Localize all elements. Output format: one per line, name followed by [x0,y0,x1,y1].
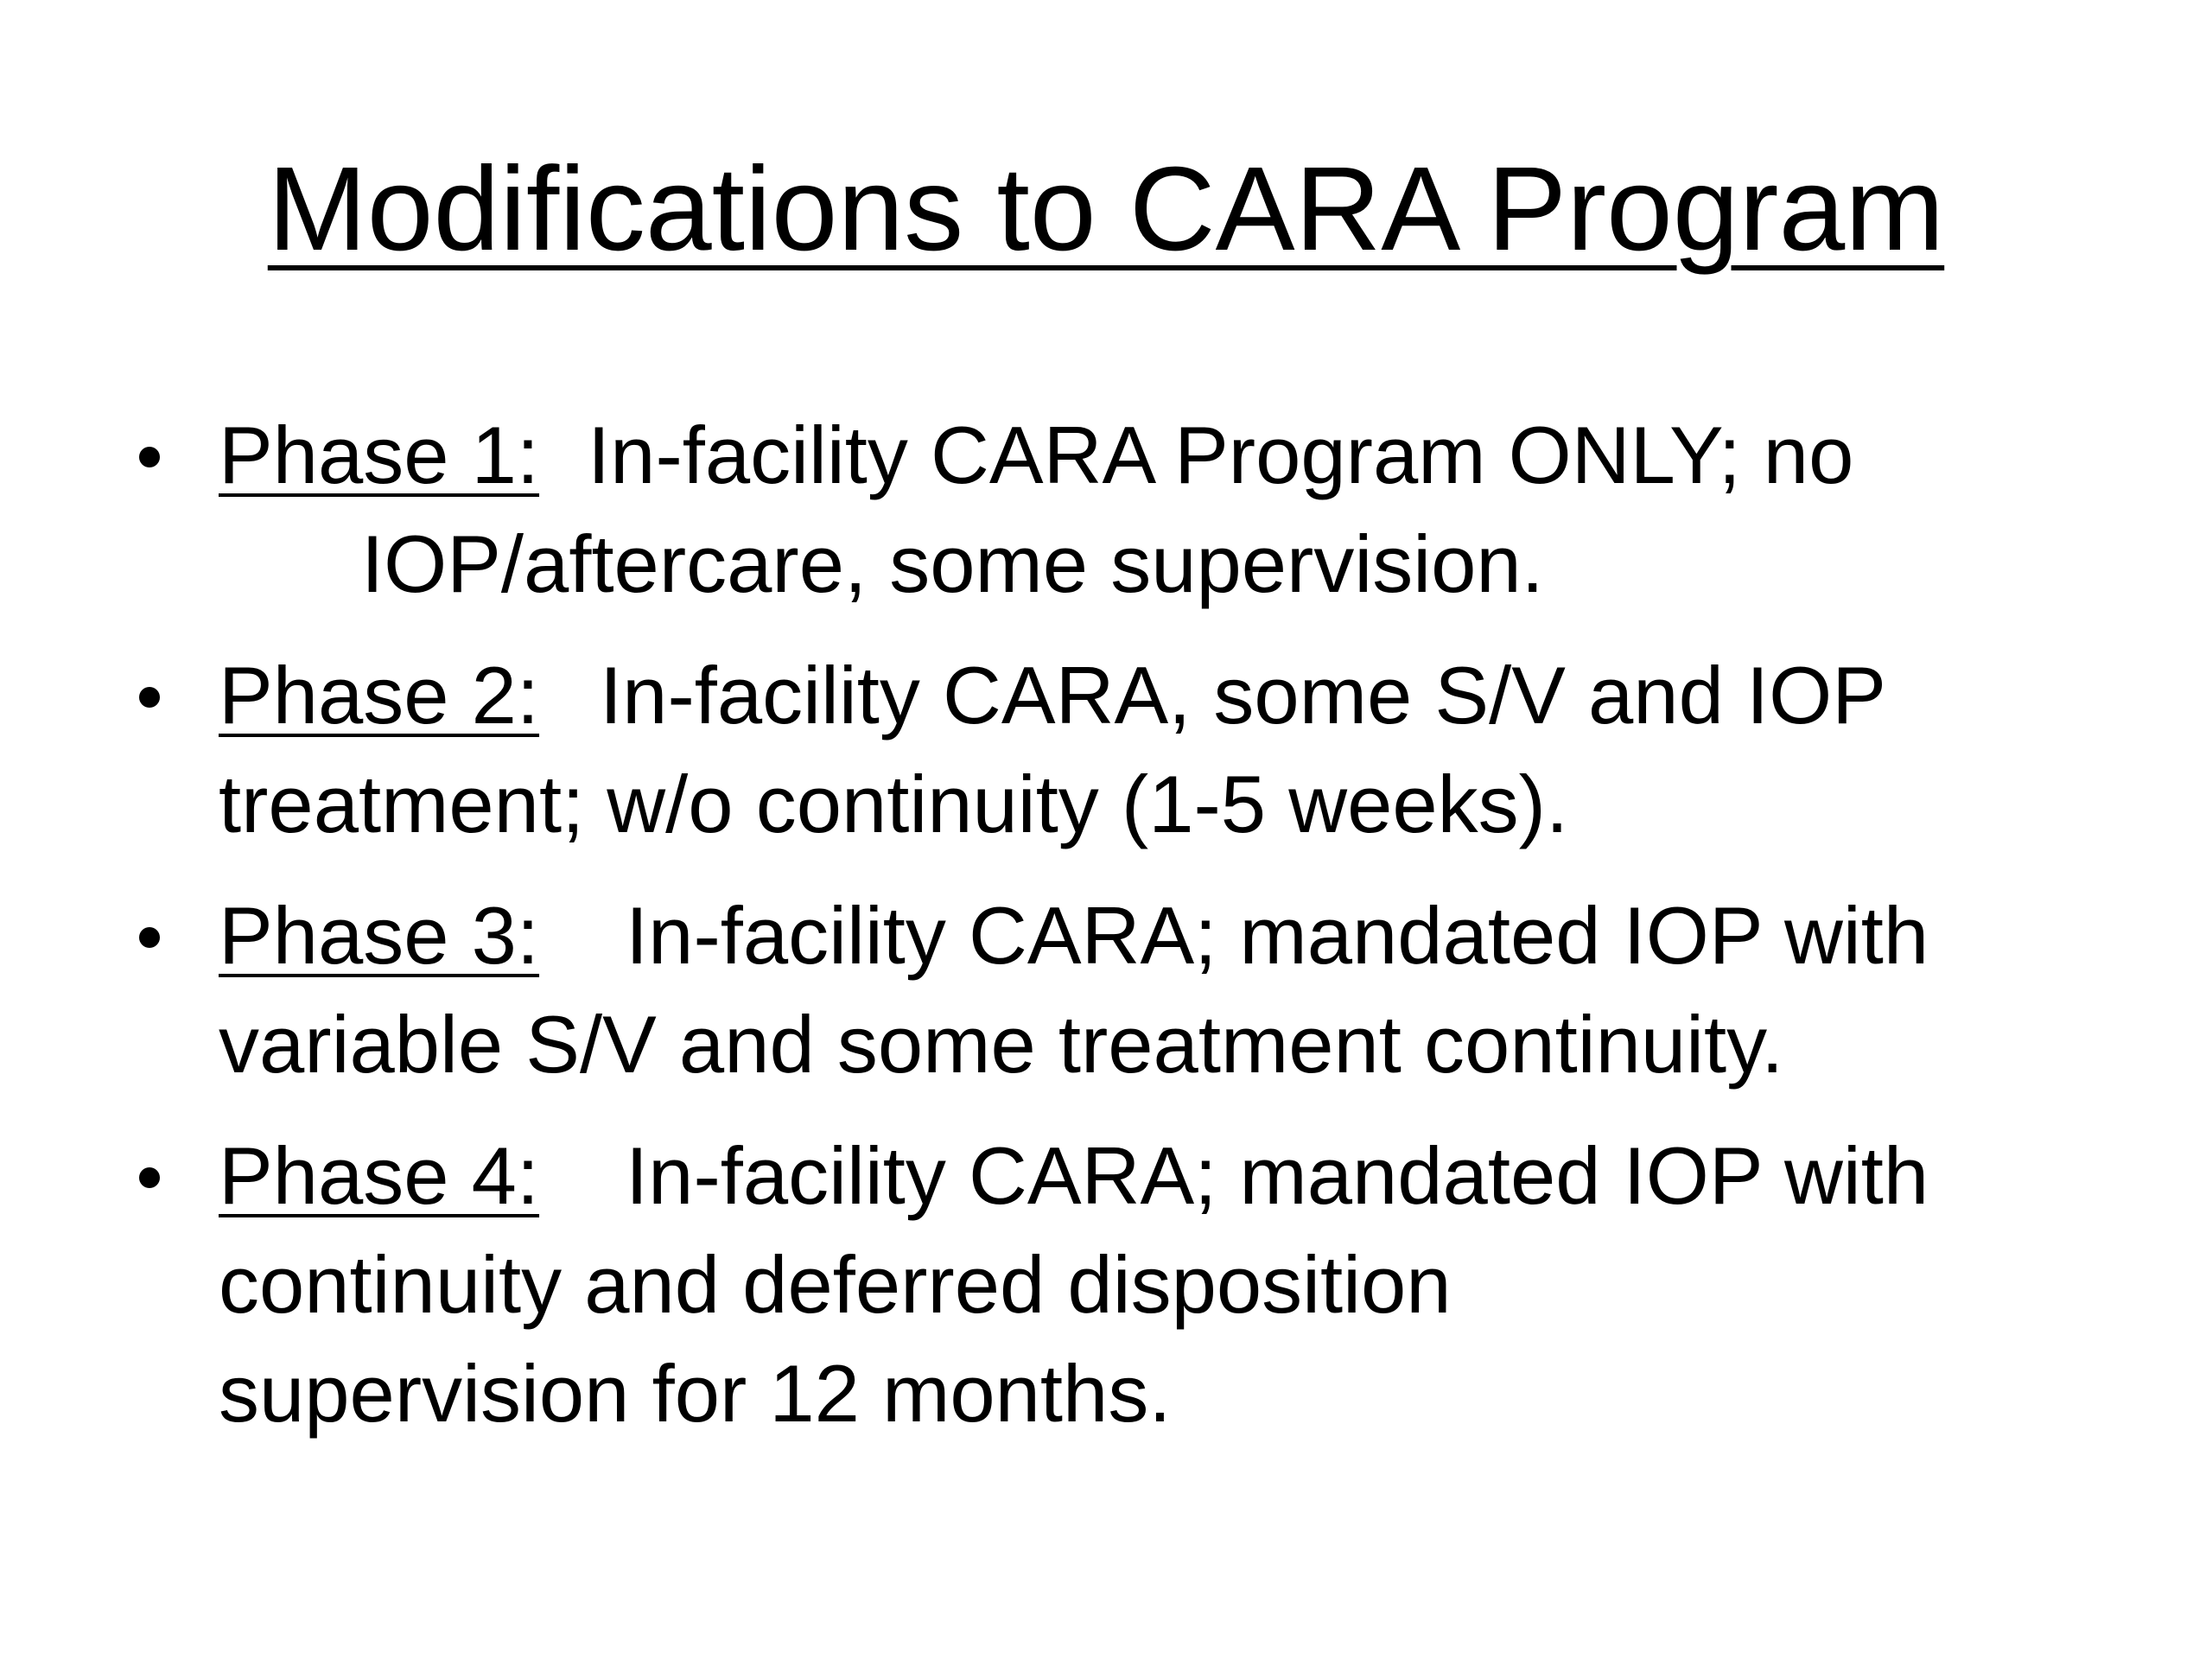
phase-label: Phase 1: [219,410,540,500]
bullet-text: IOP/aftercare, some supervision. [361,518,1544,609]
bullet-line [219,999,1784,1090]
bullet-dot [139,447,160,467]
phase-label: Phase 2: [219,650,540,741]
bullet-dot [139,687,160,708]
bullet-line [219,1130,1929,1221]
phase-label: Phase 3: [219,890,540,981]
bullet-line [219,1348,1172,1439]
bullet-text: In-facility CARA; mandated IOP with [626,890,1929,981]
bullet-line [219,890,1929,981]
bullet-text: supervision for 12 months. [219,1348,1172,1439]
bullet-text: continuity and deferred disposition [219,1239,1452,1330]
phase-label: Phase 4: [219,1130,540,1221]
slide-title: Modifications to CARA Program [267,143,1945,276]
bullet-line [219,410,1854,500]
bullet-text: In-facility CARA Program ONLY; no [588,410,1854,500]
bullet-text: In-facility CARA, some S/V and IOP [600,650,1886,741]
bullet-line [219,759,1569,849]
bullet-text: treatment; w/o continuity (1-5 weeks). [219,759,1569,849]
bullet-line [219,1239,1452,1330]
bullet-line [219,650,1886,741]
bullet-dot [139,927,160,948]
bullet-dot [139,1167,160,1188]
bullet-line [361,518,1544,609]
bullet-text: In-facility CARA; mandated IOP with [626,1130,1929,1221]
bullet-text: variable S/V and some treatment continuity. [219,999,1784,1090]
